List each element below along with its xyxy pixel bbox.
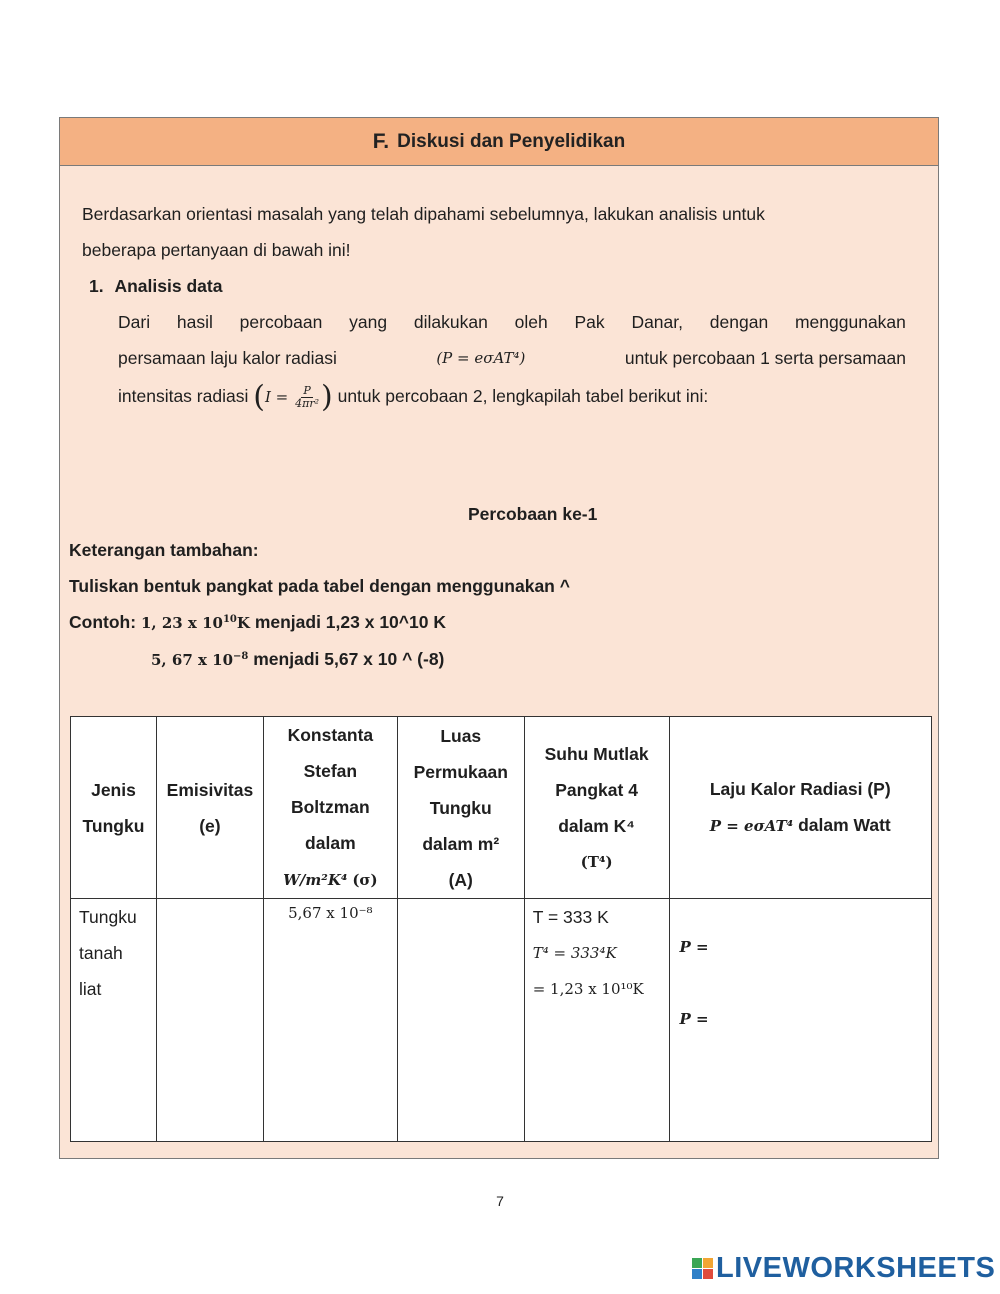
cell-line: tanah bbox=[79, 943, 123, 963]
header-emisivitas bbox=[156, 717, 263, 899]
word: yang bbox=[349, 312, 388, 332]
header-line: dalam m² bbox=[422, 833, 500, 854]
konstanta-unit: W/m²K⁴ bbox=[283, 871, 348, 889]
paren-right: ) bbox=[321, 379, 333, 415]
example-1-unit: K bbox=[236, 614, 250, 632]
header-line: (A) bbox=[448, 869, 473, 890]
word: oleh bbox=[514, 312, 548, 332]
intro-line-1: Berdasarkan orientasi masalah yang telah dipahami sebelumnya, lakukan analisis untuk bbox=[82, 204, 765, 224]
header-line: Jenis bbox=[91, 779, 136, 800]
logo-text: LIVEWORKSHEETS bbox=[716, 1252, 996, 1284]
item-number: 1. bbox=[89, 276, 104, 296]
header-konstanta bbox=[263, 717, 397, 899]
section-header bbox=[60, 118, 938, 166]
header-line: dalam K⁴ bbox=[558, 815, 635, 836]
suhu-line: T = 333 K bbox=[532, 907, 609, 927]
word: dengan bbox=[709, 312, 769, 332]
cell-laju[interactable] bbox=[669, 899, 932, 1142]
notes-instruction: Tuliskan bentuk pangkat pada tabel dengan menggunakan ^ bbox=[69, 576, 570, 596]
data-table bbox=[70, 716, 932, 1142]
cell-konstanta bbox=[263, 899, 397, 1142]
header-line: Emisivitas bbox=[166, 779, 254, 800]
fraction-numerator: P bbox=[303, 383, 311, 397]
example-2-math bbox=[151, 651, 248, 669]
header-suhu bbox=[524, 717, 669, 899]
example-2-base: 5, 67 x 10 bbox=[151, 651, 234, 669]
example-1-text: menjadi 1,23 x 10^10 K bbox=[254, 612, 446, 632]
suhu-line: T⁴ = 333⁴K bbox=[532, 944, 617, 962]
suhu-line: = 1,23 x 10¹⁰K bbox=[532, 980, 644, 998]
heat-rate-formula: (P = eσAT⁴) bbox=[436, 349, 526, 367]
logo-square bbox=[692, 1258, 702, 1268]
section-letter: F. bbox=[372, 129, 390, 153]
word: Danar, bbox=[631, 312, 683, 332]
section-title: Diskusi dan Penyelidikan bbox=[397, 130, 626, 152]
word: Dari bbox=[118, 312, 151, 332]
header-line: Boltzman bbox=[290, 797, 370, 817]
experiment-title: Percobaan ke-1 bbox=[468, 504, 598, 524]
item-1-heading bbox=[89, 268, 222, 304]
header-line: Laju Kalor Radiasi (P) bbox=[709, 779, 891, 799]
example-1 bbox=[69, 604, 446, 641]
laju-unit: dalam Watt bbox=[798, 815, 891, 835]
header-line: Suhu Mutlak bbox=[544, 743, 649, 764]
word: hasil bbox=[176, 312, 213, 332]
p-answer-1[interactable]: P = bbox=[679, 938, 709, 956]
header-line: Konstanta bbox=[287, 725, 374, 745]
header-line: dalam bbox=[305, 833, 356, 853]
notes-label: Keterangan tambahan: bbox=[69, 540, 259, 560]
cell-suhu bbox=[524, 899, 669, 1142]
header-luas bbox=[397, 717, 524, 899]
table-header-row bbox=[71, 717, 932, 899]
item-1-line-3 bbox=[118, 378, 708, 415]
logo-square bbox=[692, 1269, 702, 1279]
intro-line-2: beberapa pertanyaan di bawah ini! bbox=[82, 240, 351, 260]
word: percobaan bbox=[239, 312, 323, 332]
header-line: Tungku bbox=[429, 797, 492, 818]
header-line: Luas bbox=[440, 725, 482, 746]
page-number: 7 bbox=[496, 1193, 504, 1209]
header-laju bbox=[669, 717, 932, 899]
header-jenis bbox=[71, 717, 157, 899]
p-answer-2[interactable]: P = bbox=[679, 1010, 709, 1028]
line-2-start: persamaan laju kalor radiasi bbox=[118, 348, 337, 368]
logo-square bbox=[703, 1269, 713, 1279]
cell-line: Tungku bbox=[79, 907, 137, 927]
table-row bbox=[71, 899, 932, 1142]
header-line: Permukaan bbox=[413, 761, 508, 782]
example-2-exponent: −8 bbox=[233, 651, 249, 662]
header-line: (e) bbox=[199, 815, 221, 836]
header-line: Tungku bbox=[82, 815, 145, 836]
word: Pak bbox=[574, 312, 605, 332]
example-1-exponent: 10 bbox=[222, 614, 237, 625]
example-label: Contoh: bbox=[69, 612, 137, 632]
konstanta-value: 5,67 x 10⁻⁸ bbox=[288, 904, 373, 922]
example-2 bbox=[151, 641, 444, 678]
laju-formula: P = eσAT⁴ bbox=[709, 817, 794, 835]
logo-grid-icon bbox=[692, 1258, 713, 1279]
line-2-end: untuk percobaan 1 serta persamaan bbox=[624, 348, 906, 368]
example-2-text: menjadi 5,67 x 10 ^ (-8) bbox=[253, 649, 445, 669]
logo-square bbox=[703, 1258, 713, 1268]
suhu-symbol: (T⁴) bbox=[580, 852, 613, 871]
liveworksheets-logo bbox=[692, 1252, 995, 1285]
item-1-line-2 bbox=[118, 340, 906, 376]
example-1-base: 1, 23 x 10 bbox=[140, 614, 223, 632]
intensity-fraction bbox=[295, 385, 319, 410]
intensity-lhs: I = bbox=[264, 388, 289, 406]
konstanta-symbol: (σ) bbox=[352, 871, 378, 889]
word: dilakukan bbox=[413, 312, 488, 332]
line-3-end: untuk percobaan 2, lengkapilah tabel berikut ini: bbox=[337, 386, 709, 406]
fraction-denominator: 4πr² bbox=[295, 396, 319, 410]
header-line: Pangkat 4 bbox=[555, 779, 638, 800]
cell-line: liat bbox=[79, 979, 102, 999]
item-1-line-1 bbox=[118, 304, 906, 340]
word: menggunakan bbox=[794, 312, 906, 332]
line-3-start: intensitas radiasi bbox=[118, 386, 249, 406]
item-title: Analisis data bbox=[114, 276, 223, 296]
cell-jenis bbox=[71, 899, 157, 1142]
cell-luas-input[interactable] bbox=[397, 899, 524, 1142]
paren-left: ( bbox=[253, 379, 265, 415]
cell-emisivitas-input[interactable] bbox=[156, 899, 263, 1142]
example-1-math bbox=[141, 614, 250, 632]
header-line: Stefan bbox=[303, 761, 358, 781]
